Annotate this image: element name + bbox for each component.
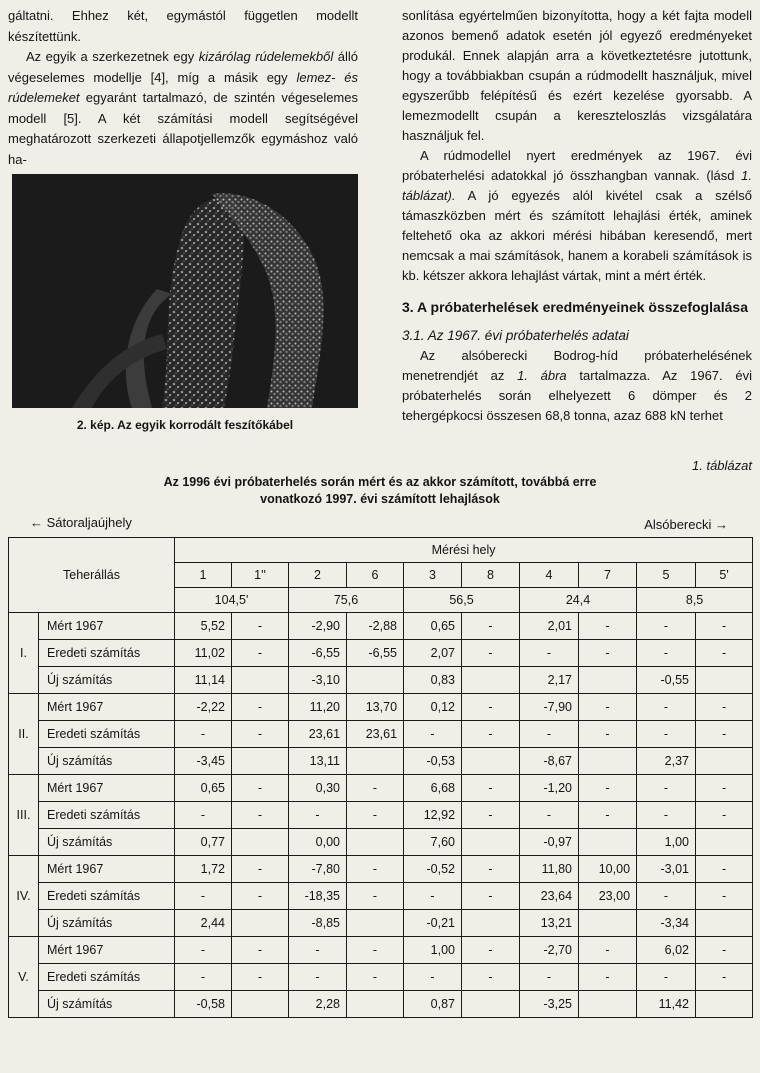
table-cell: 13,21 <box>520 910 579 937</box>
table-cell: - <box>696 640 753 667</box>
right-paragraph-3 <box>402 346 752 426</box>
table-cell: -8,67 <box>520 748 579 775</box>
table-cell: 13,11 <box>289 748 347 775</box>
table-cell: - <box>696 802 753 829</box>
table-cell: 11,20 <box>289 694 347 721</box>
table-cell <box>462 991 520 1018</box>
table-cell: -18,35 <box>289 883 347 910</box>
table-cell: 0,87 <box>404 991 462 1018</box>
table-cell: - <box>232 856 289 883</box>
table-cell: -0,97 <box>520 829 579 856</box>
table-cell: -3,45 <box>175 748 232 775</box>
table-cell: - <box>232 721 289 748</box>
table-cell: 5,52 <box>175 613 232 640</box>
table-cell: - <box>520 802 579 829</box>
table-cell <box>232 667 289 694</box>
row-label: Mért 1967 <box>39 613 175 640</box>
point-header: 3 <box>404 563 462 588</box>
table-cell: - <box>175 937 232 964</box>
table-cell: - <box>462 883 520 910</box>
table-cell: - <box>637 694 696 721</box>
table-cell: -1,20 <box>520 775 579 802</box>
table-cell: - <box>232 802 289 829</box>
italic-span: 1. táblázat). <box>402 168 752 203</box>
table-cell: - <box>637 802 696 829</box>
table-row <box>9 964 753 991</box>
table-cell: - <box>289 964 347 991</box>
table-cell: - <box>696 937 753 964</box>
left-paragraph-1: gáltatni. Ehhez két, egymástól független modellt készítettünk. <box>8 8 358 44</box>
distance-header: 56,5 <box>404 588 520 613</box>
point-header: 4 <box>520 563 579 588</box>
table-cell <box>579 910 637 937</box>
table-cell: -7,90 <box>520 694 579 721</box>
distance-header: 24,4 <box>520 588 637 613</box>
right-paragraph-2 <box>402 146 752 286</box>
table-row <box>9 883 753 910</box>
table-cell: - <box>347 883 404 910</box>
direction-left-label: ← Sátoraljaújhely <box>30 515 132 530</box>
table-cell <box>232 748 289 775</box>
table-cell: - <box>520 721 579 748</box>
table-cell: - <box>232 613 289 640</box>
table-row <box>9 694 753 721</box>
left-paragraph-2 <box>8 47 358 170</box>
section-heading: 3. A próbaterhelések eredményeinek összefoglalása <box>402 299 749 315</box>
table-cell <box>579 748 637 775</box>
table-cell: -3,25 <box>520 991 579 1018</box>
table-cell <box>696 910 753 937</box>
table-row <box>9 991 753 1018</box>
table-row <box>9 856 753 883</box>
table-title-line-2: vonatkozó 1997. évi számított lehajlások <box>260 492 500 506</box>
table-cell: - <box>696 694 753 721</box>
table-cell: 0,30 <box>289 775 347 802</box>
row-label: Új számítás <box>39 667 175 694</box>
point-header: 2 <box>289 563 347 588</box>
table-cell <box>696 991 753 1018</box>
row-label: Eredeti számítás <box>39 883 175 910</box>
table-title <box>100 474 660 508</box>
table-cell: - <box>347 775 404 802</box>
table-cell: - <box>637 640 696 667</box>
table-cell <box>232 910 289 937</box>
table-cell: -0,52 <box>404 856 462 883</box>
text-span: álló végeselemes modellje [4], míg a másik egy <box>8 49 358 85</box>
figure-caption: 2. kép. Az egyik korrodált feszítőkábel <box>76 418 294 432</box>
table-cell: - <box>404 883 462 910</box>
text-span: A rúdmodellel nyert eredmények az 1967. évi próbaterhelési adatokkal jó összhangban vannak. (lásd <box>402 148 752 183</box>
table-cell: 12,92 <box>404 802 462 829</box>
table-cell: - <box>462 802 520 829</box>
table-cell <box>347 991 404 1018</box>
table-cell: - <box>232 694 289 721</box>
table-cell: - <box>462 640 520 667</box>
table-cell: 0,65 <box>175 775 232 802</box>
load-case-label: V. <box>9 937 39 1018</box>
table-cell: 2,07 <box>404 640 462 667</box>
table-cell <box>579 667 637 694</box>
table-cell: -0,55 <box>637 667 696 694</box>
table-row <box>9 640 753 667</box>
row-label: Mért 1967 <box>39 775 175 802</box>
point-header: 1'' <box>232 563 289 588</box>
table-cell: - <box>579 613 637 640</box>
table-row <box>9 748 753 775</box>
table-cell: - <box>637 964 696 991</box>
table-cell <box>696 748 753 775</box>
table-cell: -3,10 <box>289 667 347 694</box>
table-cell <box>462 910 520 937</box>
table-cell <box>347 748 404 775</box>
point-header: 6 <box>347 563 404 588</box>
load-case-label: III. <box>9 775 39 856</box>
table-cell: 0,12 <box>404 694 462 721</box>
table-cell: 2,01 <box>520 613 579 640</box>
table-cell: - <box>696 964 753 991</box>
table-row <box>9 667 753 694</box>
text-span: Az egyik a szerkezetnek egy <box>26 49 199 64</box>
table-cell: - <box>696 856 753 883</box>
table-cell: 2,37 <box>637 748 696 775</box>
table-cell: - <box>696 775 753 802</box>
table-cell: 1,00 <box>404 937 462 964</box>
table-cell: - <box>696 883 753 910</box>
row-label: Mért 1967 <box>39 937 175 964</box>
italic-span: 1. ábra <box>517 368 567 383</box>
point-header: 5 <box>637 563 696 588</box>
text-span: egyaránt tartalmazó, de szintén végeselemes modell [5]. A két számítási modell segítségével meghatározott szerkezeti állapotjellemzők egymáshoz való ha- <box>8 90 358 167</box>
table-cell: -7,80 <box>289 856 347 883</box>
table-cell: - <box>404 964 462 991</box>
table-cell <box>579 991 637 1018</box>
table-cell: 11,80 <box>520 856 579 883</box>
table-cell: - <box>520 640 579 667</box>
row-label: Mért 1967 <box>39 856 175 883</box>
table-cell: -6,55 <box>289 640 347 667</box>
table-cell: 1,72 <box>175 856 232 883</box>
italic-span: lemez- és rúdelemeket <box>8 69 358 105</box>
row-label: Új számítás <box>39 910 175 937</box>
table-row <box>9 829 753 856</box>
table-cell: 10,00 <box>579 856 637 883</box>
table-cell: 11,02 <box>175 640 232 667</box>
table-cell: - <box>696 613 753 640</box>
table-cell: 0,65 <box>404 613 462 640</box>
table-cell: - <box>637 775 696 802</box>
table-cell: - <box>347 937 404 964</box>
table-cell <box>696 829 753 856</box>
table-cell <box>232 829 289 856</box>
text-span: Az alsóberecki Bodrog-híd próbaterhelésének menetrendjét az <box>402 348 752 383</box>
row-label: Új számítás <box>39 829 175 856</box>
deflection-table <box>8 537 753 1018</box>
table-cell: - <box>289 802 347 829</box>
table-cell: 7,60 <box>404 829 462 856</box>
row-label: Eredeti számítás <box>39 802 175 829</box>
table-row <box>9 910 753 937</box>
text-span: A jó egyezés alól kivétel csak a szélső támaszközben mért és számított lehajlási érték, aminek feltehető oka az akkori mérési hibában keresendő, mert nemcsak a mai számítások, hanem a korabeli számítások is kb. kétszer akkora lehajlást vártak, mint a mért érték. <box>402 188 752 283</box>
table-row <box>9 721 753 748</box>
load-case-label: I. <box>9 613 39 694</box>
table-cell: 13,70 <box>347 694 404 721</box>
table-cell: - <box>232 964 289 991</box>
table-cell: -0,21 <box>404 910 462 937</box>
load-case-header: Teherállás <box>9 538 175 613</box>
table-cell: 23,61 <box>289 721 347 748</box>
table-cell <box>462 829 520 856</box>
measurement-place-header: Mérési hely <box>175 538 753 563</box>
table-row <box>9 937 753 964</box>
row-label: Mért 1967 <box>39 694 175 721</box>
table-cell: - <box>232 775 289 802</box>
table-cell <box>232 991 289 1018</box>
table-cell: 1,00 <box>637 829 696 856</box>
table-cell: - <box>579 802 637 829</box>
table-cell: 2,17 <box>520 667 579 694</box>
table-cell: - <box>175 802 232 829</box>
table-cell: - <box>232 640 289 667</box>
table-cell: - <box>520 964 579 991</box>
table-cell: 0,77 <box>175 829 232 856</box>
table-cell: - <box>579 964 637 991</box>
table-cell: 11,42 <box>637 991 696 1018</box>
table-cell: - <box>347 802 404 829</box>
table-cell: -3,34 <box>637 910 696 937</box>
table-cell: - <box>175 964 232 991</box>
table-cell: - <box>637 613 696 640</box>
table-cell: 6,68 <box>404 775 462 802</box>
table-cell: 2,28 <box>289 991 347 1018</box>
table-cell <box>579 829 637 856</box>
table-cell: - <box>462 721 520 748</box>
distance-header: 104,5' <box>175 588 289 613</box>
table-cell: -2,88 <box>347 613 404 640</box>
row-label: Új számítás <box>39 991 175 1018</box>
table-cell: - <box>289 937 347 964</box>
table-cell: -0,58 <box>175 991 232 1018</box>
row-label: Eredeti számítás <box>39 640 175 667</box>
table-cell: - <box>404 721 462 748</box>
table-cell: -2,22 <box>175 694 232 721</box>
direction-right-label: Alsóberecki → <box>644 517 728 532</box>
table-cell: - <box>579 694 637 721</box>
table-cell: -0,53 <box>404 748 462 775</box>
load-case-label: II. <box>9 694 39 775</box>
point-header: 7 <box>579 563 637 588</box>
table-cell: 23,61 <box>347 721 404 748</box>
italic-span: kizárólag rúdelemekből <box>198 49 334 64</box>
distance-header: 75,6 <box>289 588 404 613</box>
table-cell: - <box>462 964 520 991</box>
table-cell: 11,14 <box>175 667 232 694</box>
table-cell: - <box>579 775 637 802</box>
table-cell: -2,70 <box>520 937 579 964</box>
right-paragraph-1: sonlítása egyértelműen bizonyította, hogy a két fajta modell azonos bemenő adatok esetén jól egyező eredményeket produkál. Ennek alapján arra a következtetésre jutottunk, hogy a továbbiakban csupán a rúdmodellt használjuk, mivel egyszerűbb felépítésű és ezért kezelése gyorsabb. A lemezmodellt csupán a kereszteloszlás vizsgálatára használjuk fel. <box>402 8 752 143</box>
table-cell: 0,00 <box>289 829 347 856</box>
table-row <box>9 802 753 829</box>
table-cell: - <box>462 775 520 802</box>
table-cell: 6,02 <box>637 937 696 964</box>
table-cell <box>347 829 404 856</box>
table-cell <box>347 667 404 694</box>
table-cell: 0,83 <box>404 667 462 694</box>
subsection-heading: 3.1. Az 1967. évi próbaterhelés adatai <box>402 328 629 343</box>
table-cell: 2,44 <box>175 910 232 937</box>
table-cell: -3,01 <box>637 856 696 883</box>
table-cell: - <box>175 883 232 910</box>
header-row <box>9 538 753 563</box>
table-cell: - <box>696 721 753 748</box>
load-case-label: IV. <box>9 856 39 937</box>
point-header: 5' <box>696 563 753 588</box>
table-cell: -2,90 <box>289 613 347 640</box>
table-cell: - <box>579 721 637 748</box>
table-cell: - <box>637 721 696 748</box>
left-column-text <box>8 6 358 170</box>
table-cell: - <box>232 937 289 964</box>
table-cell: - <box>637 883 696 910</box>
table-cell: 23,64 <box>520 883 579 910</box>
table-label: 1. táblázat <box>692 458 752 473</box>
table-row <box>9 613 753 640</box>
row-label: Új számítás <box>39 748 175 775</box>
table-cell: - <box>232 883 289 910</box>
table-cell: - <box>347 856 404 883</box>
table-cell <box>696 667 753 694</box>
table-cell: 23,00 <box>579 883 637 910</box>
distance-header: 8,5 <box>637 588 753 613</box>
table-cell: - <box>462 937 520 964</box>
row-label: Eredeti számítás <box>39 721 175 748</box>
table-cell: - <box>579 937 637 964</box>
table-cell: - <box>462 613 520 640</box>
point-header: 1 <box>175 563 232 588</box>
right-column-text <box>402 6 752 426</box>
table-cell <box>462 748 520 775</box>
table-cell: - <box>462 694 520 721</box>
table-cell: -8,85 <box>289 910 347 937</box>
table-cell: -6,55 <box>347 640 404 667</box>
table-cell: - <box>175 721 232 748</box>
table-title-line-1: Az 1996 évi próbaterhelés során mért és az akkor számított, továbbá erre <box>163 475 597 489</box>
text-span: tartalmazza. Az 1967. évi próbaterhelés során elhelyezett 6 dömper és 2 tehergépkocsi összesen 68,8 tonna, azaz 688 kN terhet <box>402 368 752 423</box>
table-cell: - <box>579 640 637 667</box>
photo-illustration <box>12 174 358 408</box>
corroded-cable-photo <box>12 174 358 408</box>
table-cell: - <box>462 856 520 883</box>
table-cell <box>462 667 520 694</box>
point-header: 8 <box>462 563 520 588</box>
table-row <box>9 775 753 802</box>
table-cell: - <box>347 964 404 991</box>
table-cell <box>347 910 404 937</box>
row-label: Eredeti számítás <box>39 964 175 991</box>
